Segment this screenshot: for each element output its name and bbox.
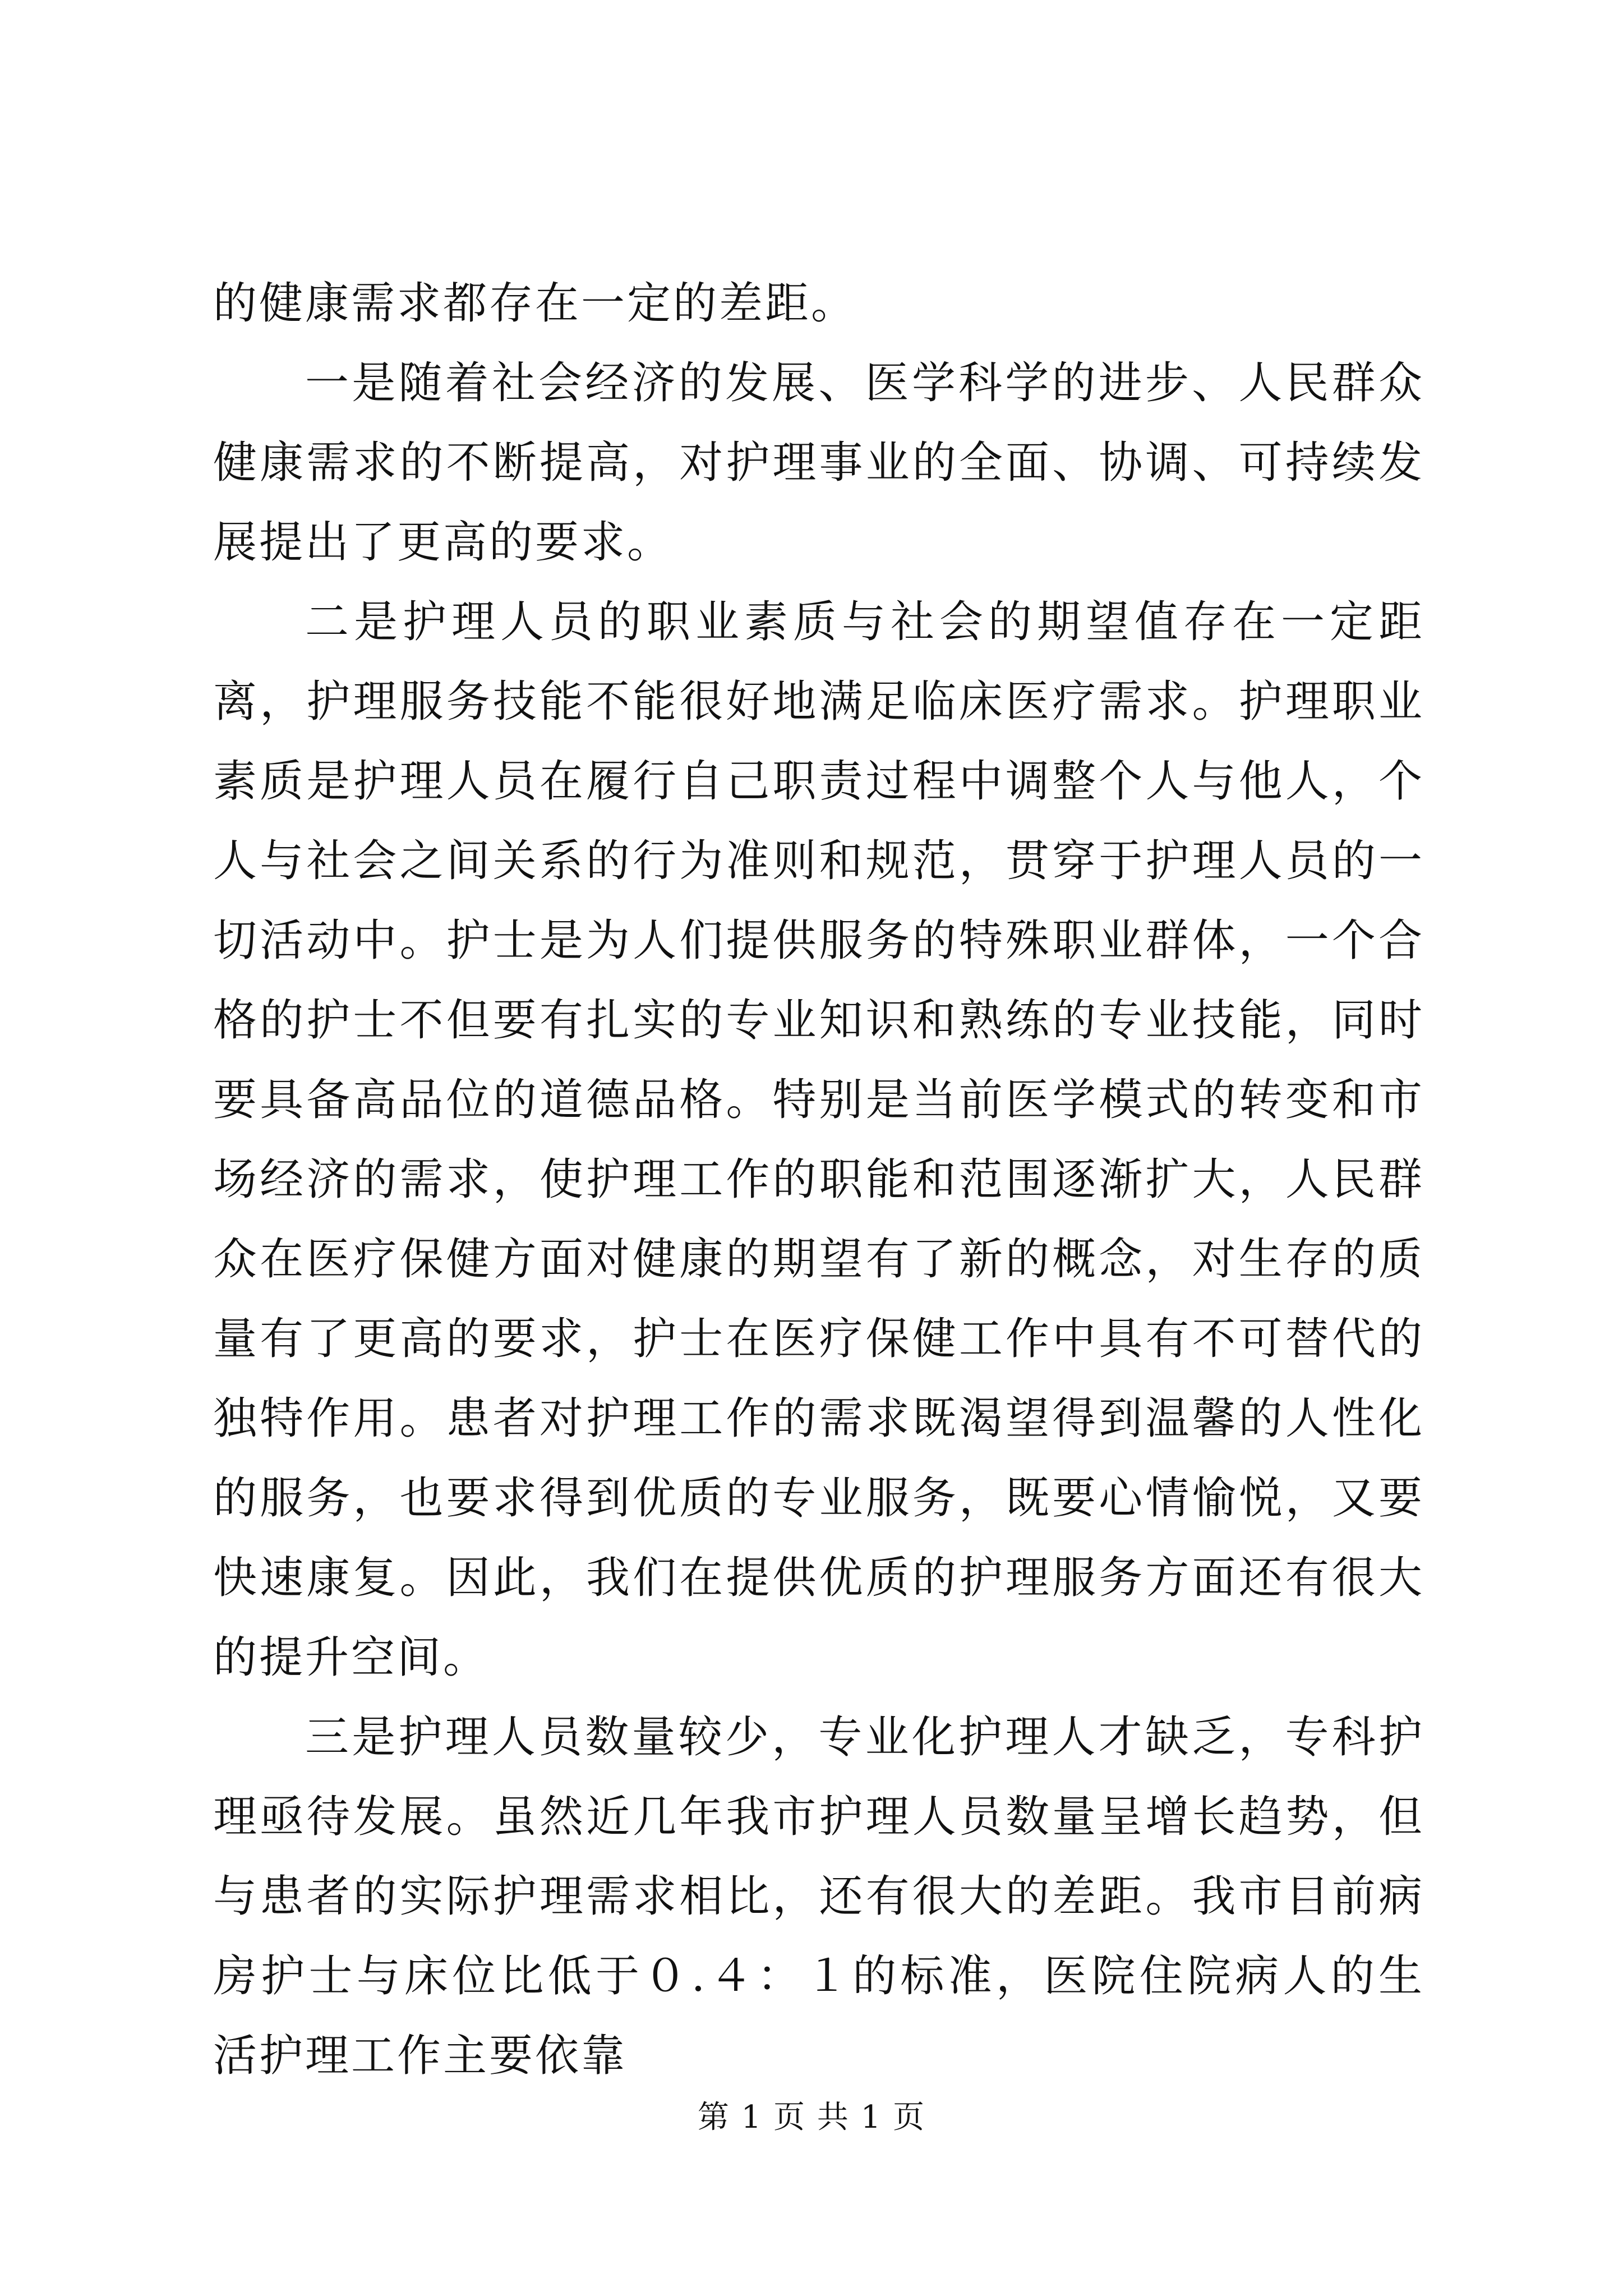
paragraph-point-three: 三是护理人员数量较少，专业化护理人才缺乏，专科护理亟待发展。虽然近几年我市护理人员数量呈增长趋势，但与患者的实际护理需求相比，还有很大的差距。我市目前病房护士与床位比低于０.４：１的标准，医院住院病人的生活护理工作主要依靠 — [213, 1712, 1424, 2081]
paragraph-point-one: 一是随着社会经济的发展、医学科学的进步、人民群众健康需求的不断提高，对护理事业的全面、协调、可持续发展提出了更高的要求。 — [213, 358, 1424, 568]
document-body — [213, 264, 1424, 2096]
page-footer: 第 1 页 共 1 页 — [697, 2099, 926, 2136]
paragraph-point-two: 二是护理人员的职业素质与社会的期望值存在一定距离，护理服务技能不能很好地满足临床医疗需求。护理职业素质是护理人员在履行自己职责过程中调整个人与他人，个人与社会之间关系的行为准则和规范，贯穿于护理人员的一切活动中。护士是为人们提供服务的特殊职业群体，一个合格的护士不但要有扎实的专业知识和熟练的专业技能，同时要具备高品位的道德品格。特别是当前医学模式的转变和市场经济的需求，使护理工作的职能和范围逐渐扩大，人民群众在医疗保健方面对健康的期望有了新的概念，对生存的质量有了更高的要求，护士在医疗保健工作中具有不可替代的独特作用。患者对护理工作的需求既渴望得到温馨的人性化的服务，也要求得到优质的专业服务，既要心情愉悦，又要快速康复。因此，我们在提供优质的护理服务方面还有很大的提升空间。 — [213, 597, 1424, 1683]
paragraph-continuation: 的健康需求都存在一定的差距。 — [213, 278, 857, 329]
